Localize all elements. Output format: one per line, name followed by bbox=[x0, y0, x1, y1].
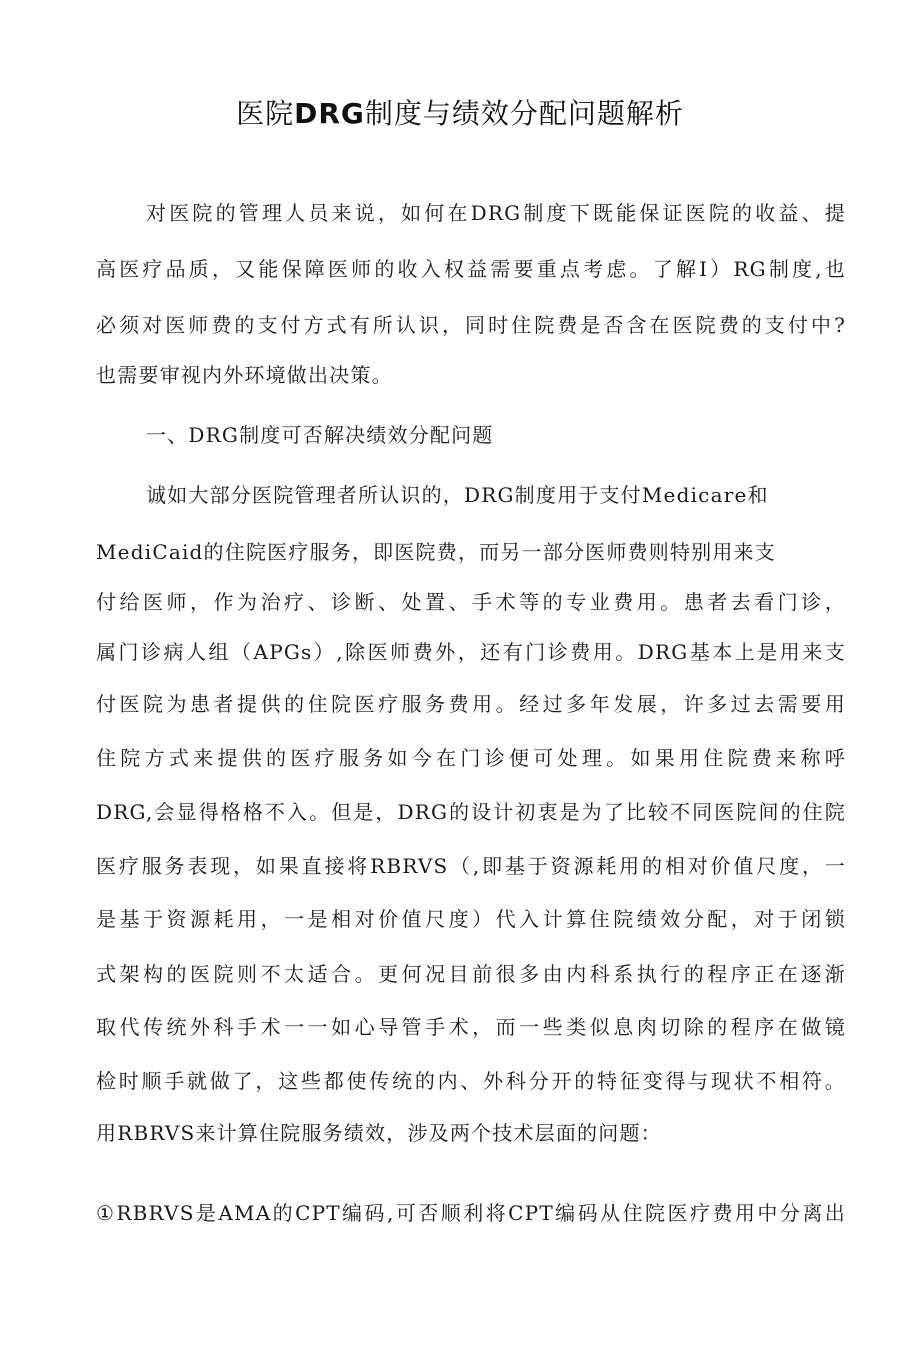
paragraph-2-line-1: 诚如大部分医院管理者所认识的，DRG制度用于支付Medicare和 bbox=[146, 483, 769, 507]
paragraph-2-line-12: 检时顺手就做了，这些都使传统的内、外科分开的特征变得与现状不相符。 bbox=[96, 1069, 846, 1093]
paragraph-2-line-4: 属门诊病人组（APGs）,除医师费外，还有门诊费用。DRG基本上是用来支 bbox=[96, 640, 846, 664]
paragraph-2-line-8: 医疗服务表现，如果直接将RBRVS（,即基于资源耗用的相对价值尺度，一 bbox=[96, 854, 846, 878]
paragraph-2-line-7: DRG,会显得格格不入。但是，DRG的设计初衷是为了比较不同医院间的住院 bbox=[96, 800, 846, 824]
paragraph-2-line-13: 用RBRVS来计算住院服务绩效，涉及两个技术层面的问题： bbox=[96, 1121, 662, 1145]
paragraph-2-line-10: 式架构的医院则不太适合。更何况目前很多由内科系执行的程序正在逐渐 bbox=[96, 962, 846, 986]
title-bold-drg: DRG bbox=[294, 97, 365, 130]
list-item-1: ①RBRVS是AMA的CPT编码,可否顺利将CPT编码从住院医疗费用中分离出 bbox=[96, 1201, 846, 1225]
document-title bbox=[0, 92, 920, 132]
paragraph-1-line-2: 高医疗品质，又能保障医师的收入权益需要重点考虑。了解I）RG制度,也 bbox=[96, 257, 846, 281]
paragraph-2-line-5: 付医院为患者提供的住院医疗服务费用。经过多年发展，许多过去需要用 bbox=[96, 692, 846, 716]
paragraph-2-line-3: 付给医师，作为治疗、诊断、处置、手术等的专业费用。患者去看门诊， bbox=[96, 590, 846, 614]
paragraph-1-line-3: 必须对医师费的支付方式有所认识，同时住院费是否含在医院费的支付中? bbox=[96, 313, 846, 337]
paragraph-2-line-9: 是基于资源耗用，一是相对价值尺度）代入计算住院绩效分配，对于闭锁 bbox=[96, 907, 846, 931]
section-heading-1: 一、DRG制度可否解决绩效分配问题 bbox=[146, 423, 494, 447]
paragraph-1-line-1: 对医院的管理人员来说，如何在DRG制度下既能保证医院的收益、提 bbox=[146, 201, 846, 225]
paragraph-2-line-6: 住院方式来提供的医疗服务如今在门诊便可处理。如果用住院费来称呼 bbox=[96, 746, 846, 770]
paragraph-2-line-11: 取代传统外科手术一一如心导管手术，而一些类似息肉切除的程序在做镜 bbox=[96, 1015, 846, 1039]
paragraph-1-line-4: 也需要审视内外环境做出决策。 bbox=[96, 363, 393, 387]
title-prefix: 医院 bbox=[236, 97, 295, 130]
paragraph-2-line-2: MediCaid的住院医疗服务，即医院费，而另一部分医师费则特别用来支 bbox=[96, 540, 776, 564]
title-suffix: 制度与绩效分配问题解析 bbox=[364, 97, 684, 130]
